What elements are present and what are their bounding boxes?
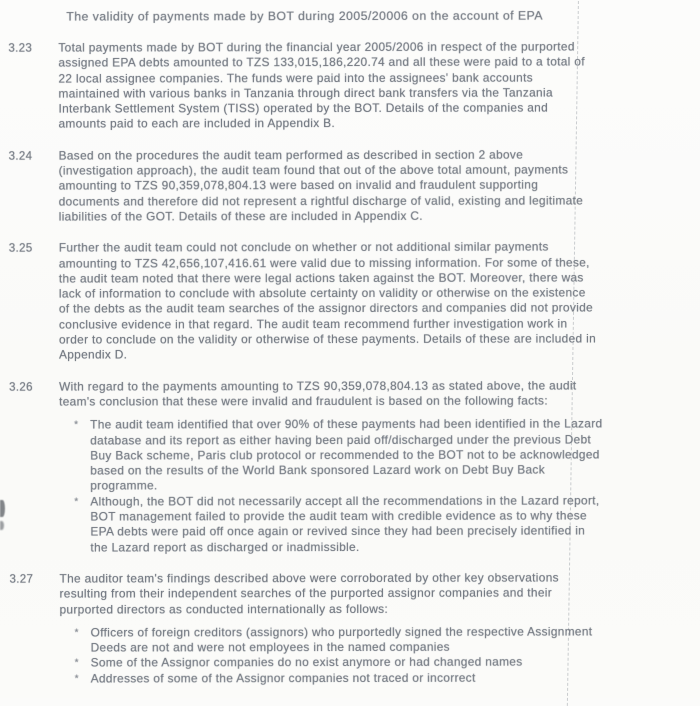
text-line: Total payments made by BOT during the financial year 2005/2006 in respect of the purported (58, 39, 575, 55)
text-line: documents and therefore did not represent a rightful discharge of valid, existing and legitimate (58, 193, 584, 209)
text-line: the audit team noted that there were legal actions taken against the BOT. Moreover, there was (58, 270, 584, 286)
bullet-text (91, 624, 668, 656)
paragraph-item (0, 378, 700, 556)
text-line: Further the audit team could not conclude on whether or not additional similar payments (58, 239, 549, 255)
text-line: programme. (90, 478, 158, 493)
bullet-item (60, 624, 668, 656)
paragraph-item (0, 570, 700, 687)
asterisk-bullet-icon: * (74, 627, 79, 639)
bullet-item (59, 417, 667, 495)
text-line: Buy Back scheme, Paris club protocol or recommended to the BOT not to be acknowledged (90, 447, 600, 463)
text-line: Some of the Assignor companies do no exist anymore or had changed names (90, 655, 523, 670)
text-line: liabilities of the GOT. Details of these are included in Appendix C. (58, 208, 423, 224)
text-line: With regard to the payments amounting to TZS 90,359,078,804.13 as stated above, the audit (59, 378, 577, 394)
bullet-text (90, 493, 667, 555)
section-heading: The validity of payments made by BOT during 2005/20006 on the account of EPA (66, 8, 544, 24)
paragraph-body (59, 240, 700, 364)
bullet-text (91, 670, 668, 687)
paragraph-text (59, 378, 667, 410)
paragraph-number: 3.27 (9, 572, 34, 586)
paragraph-number: 3.25 (8, 241, 33, 255)
text-line: database and its report as either having been paid off/discharged under the previous Debt (90, 432, 592, 448)
paragraph-number: 3.23 (8, 41, 33, 55)
paragraph-body (59, 570, 700, 686)
paragraph-body (58, 39, 699, 132)
text-line: amounting to TZS 42,656,107,416.61 were valid due to missing information. For some of these, (58, 255, 590, 271)
text-line: based on the results of the World Bank sponsored Lazard work on Debt Buy Back (90, 462, 545, 478)
paragraph-text (58, 39, 666, 132)
text-line: conclusive evidence in that regard. The audit team recommend further investigation work in (58, 316, 568, 332)
paragraph-text (59, 240, 667, 364)
text-line: Appendix D. (58, 347, 128, 362)
paragraph-list (0, 39, 700, 686)
text-line: BOT management failed to provide the audit team with credible evidence as to why these (90, 508, 587, 524)
text-line: Deeds are not and were not employees in the named companies (90, 639, 450, 655)
bullet-item (60, 670, 668, 687)
asterisk-bullet-icon: * (74, 657, 79, 669)
text-line: Although, the BOT did not necessarily accept all the recommendations in the Lazard report, (90, 493, 600, 509)
text-line: 22 local assignee companies. The funds were paid into the assignees' bank accounts (58, 70, 533, 86)
paragraph-body (59, 147, 700, 225)
paragraph-item (0, 240, 700, 364)
text-line: Based on the procedures the audit team performed as described in section 2 above (58, 147, 524, 163)
text-line: Officers of foreign creditors (assignors) who purportedly signed the respective Assignment (90, 624, 593, 640)
text-line: lack of information to conclude with absolute certainty on validity or otherwise on the existence (58, 285, 586, 301)
text-line: Interbank Settlement System (TISS) operated by the BOT. Details of the companies and (58, 100, 549, 116)
bullet-text (91, 655, 668, 672)
text-line: Addresses of some of the Assignor companies not traced or incorrect (90, 670, 476, 686)
paragraph-body (59, 378, 700, 556)
text-line: assigned EPA debts amounted to TZS 133,015,186,220.74 and all these were paid to a total of (58, 54, 585, 70)
text-line: The auditor team's findings described above were corroborated by other key observations (59, 570, 559, 586)
paragraph-text (59, 147, 667, 225)
asterisk-bullet-icon: * (74, 419, 79, 431)
paragraph-item (0, 39, 700, 132)
paragraph-number: 3.26 (9, 380, 33, 394)
paragraph-text (59, 570, 667, 617)
text-line: the Lazard report as discharged or inadmissible. (90, 539, 360, 555)
text-line: EPA debts were paid off once again or revived since they had been precisely identified in (90, 523, 586, 539)
paragraph-number: 3.24 (8, 149, 33, 163)
bullet-text (90, 417, 667, 495)
text-line: The audit team identified that over 90% of these payments had been identified in the Lazard (90, 416, 603, 432)
scan-smudge-artifact (0, 500, 5, 517)
bullet-list (60, 624, 668, 686)
asterisk-bullet-icon: * (74, 496, 79, 508)
paragraph-item (0, 147, 700, 225)
bullet-item (60, 655, 668, 672)
bullet-list (59, 417, 667, 556)
text-line: amounts paid to each are included in Appendix B. (58, 116, 336, 132)
bullet-item (59, 493, 667, 555)
text-line: (investigation approach), the audit team found that out of the above total amount, payments (58, 162, 569, 178)
text-line: order to conclude on the validity or otherwise of these payments. Details of these are included in (58, 331, 596, 347)
text-line: amounting to TZS 90,359,078,804.13 were based on invalid and fraudulent supporting (58, 177, 539, 193)
text-line: purported directors as conducted internationally as follows: (59, 601, 389, 617)
text-line: of the debts as the audit team searches of the assignor directors and companies did not provide (58, 300, 594, 317)
scan-smudge-artifact (0, 521, 4, 530)
text-line: maintained with various banks in Tanzania through direct bank transfers via the Tanzania (58, 85, 553, 101)
text-line: resulting from their independent searches of the purported assignor companies and their (59, 585, 553, 601)
asterisk-bullet-icon: * (74, 673, 79, 685)
text-line: team's conclusion that these were invalid and fraudulent is based on the following facts: (59, 393, 548, 409)
